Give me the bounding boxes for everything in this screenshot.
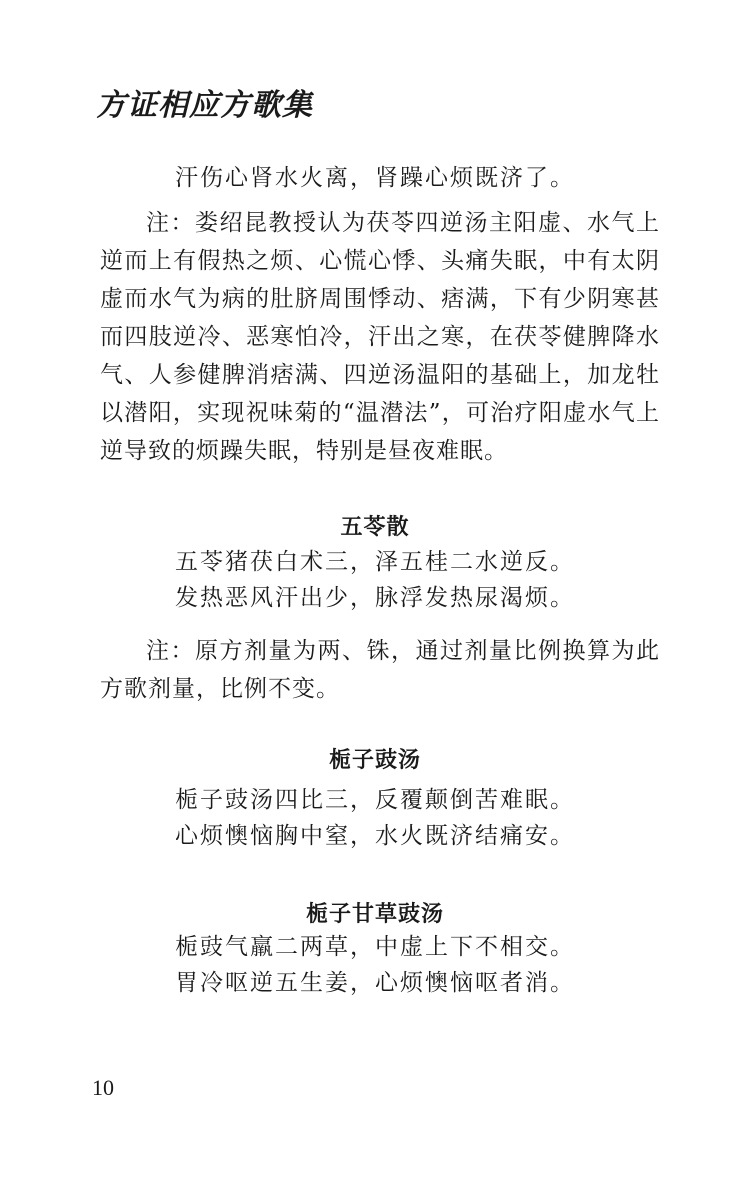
page-number: 10 (92, 1075, 114, 1100)
verse-line: 心烦懊恼胸中窒，水火既济结痛安。 (175, 823, 575, 849)
intro-verse (0, 160, 750, 196)
verse-zhizi-gancao-chi-tang (0, 929, 750, 1001)
running-header-title: 方证相应方歌集 (96, 88, 313, 123)
verse-line: 栀子豉汤四比三，反覆颠倒苦难眠。 (175, 787, 575, 813)
intro-note (100, 204, 660, 470)
note-wuling-san (100, 632, 660, 708)
note-paragraph: 注：原方剂量为两、铢，通过剂量比例换算为此方歌剂量，比例不变。 (100, 638, 660, 702)
section-title-zhizi-chi-tang: 栀子豉汤 (328, 748, 421, 773)
section-title-wuling-san: 五苓散 (340, 515, 410, 540)
section-title-zhizi-gancao-chi-tang: 栀子甘草豉汤 (305, 902, 444, 927)
verse-line: 汗伤心肾水火离，肾躁心烦既济了。 (175, 165, 575, 191)
verse-line: 五苓猪茯白术三，泽五桂二水逆反。 (175, 549, 575, 575)
verse-line: 发热恶风汗出少，脉浮发热尿渴烦。 (175, 585, 575, 611)
verse-line: 栀豉气羸二两草，中虚上下不相交。 (175, 934, 575, 960)
verse-line: 胃冷呕逆五生姜，心烦懊恼呕者消。 (175, 970, 575, 996)
verse-wuling-san (0, 544, 750, 616)
note-paragraph: 注：娄绍昆教授认为茯苓四逆汤主阳虚、水气上逆而上有假热之烦、心慌心悸、头痛失眠，中有太阴虚而水气为病的肚脐周围悸动、痞满，下有少阴寒甚而四肢逆冷、恶寒怕冷，汗出之寒，在茯苓健脾降水气、人参健脾消痞满、四逆汤温阳的基础上，加龙牡以潜阳，实现祝味菊的“温潜法”，可治疗阳虚水气上逆导致的烦躁失眠，特别是昼夜难眠。 (100, 210, 660, 464)
verse-zhizi-chi-tang (0, 782, 750, 854)
